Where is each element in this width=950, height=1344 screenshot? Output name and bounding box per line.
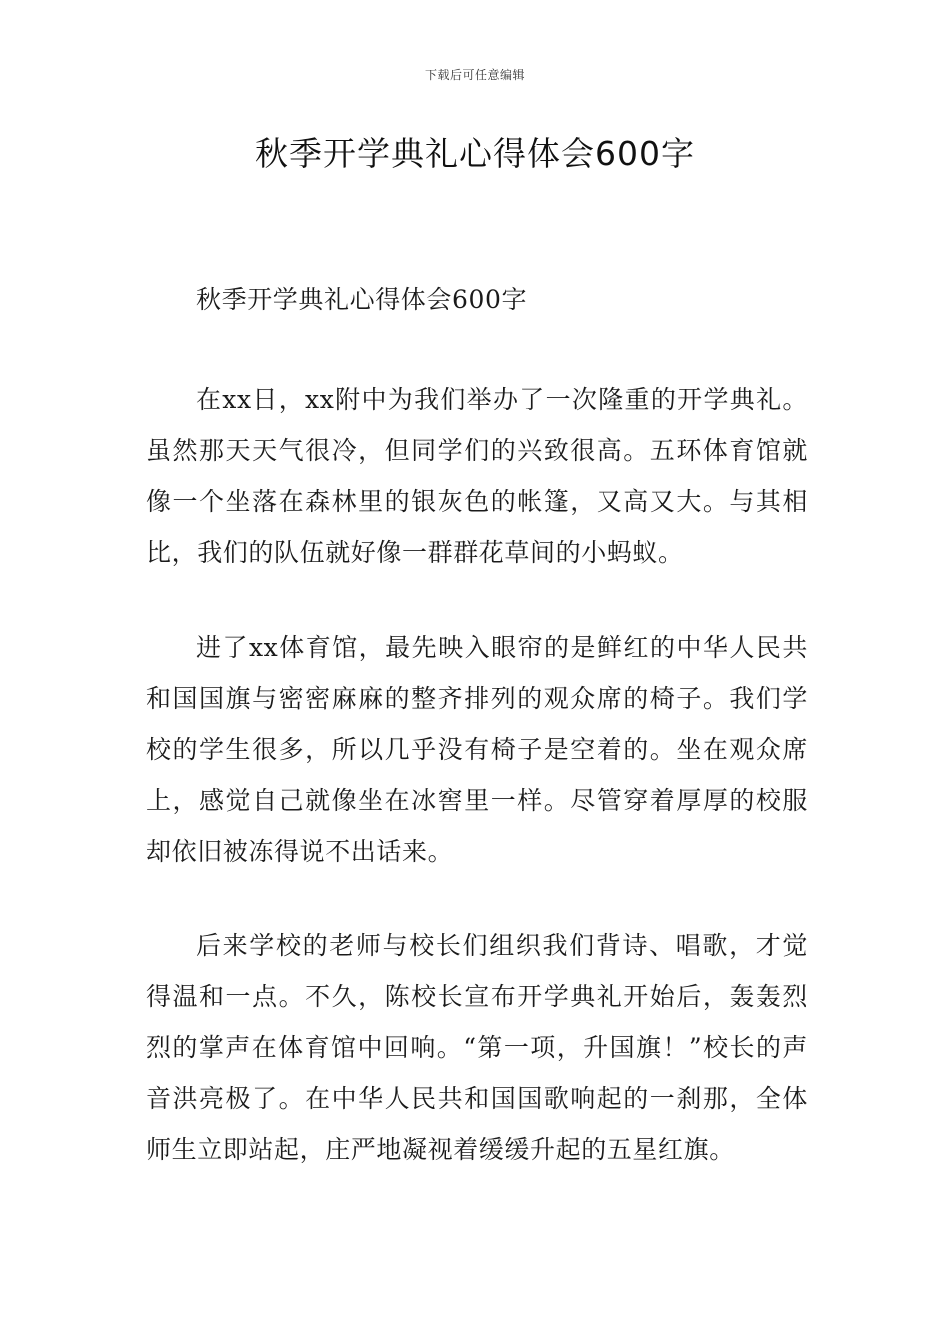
paragraph-1: 在xx日，xx附中为我们举办了一次隆重的开学典礼。虽然那天天气很冷，但同学们的兴致很高。五环体育馆就像一个坐落在森林里的银灰色的帐篷，又高又大。与其相比，我们的队伍就好像一群群花草间的小蚂蚁。 <box>146 385 808 567</box>
document-subtitle: 秋季开学典礼心得体会600字 <box>196 285 528 314</box>
header-note: 下载后可任意编辑 <box>424 68 525 82</box>
paragraph-2: 进了xx体育馆，最先映入眼帘的是鲜红的中华人民共和国国旗与密密麻麻的整齐排列的观众席的椅子。我们学校的学生很多，所以几乎没有椅子是空着的。坐在观众席上，感觉自己就像坐在冰窖里一样。尽管穿着厚厚的校服却依旧被冻得说不出话来。 <box>146 633 808 866</box>
paragraph-3: 后来学校的老师与校长们组织我们背诗、唱歌，才觉得温和一点。不久，陈校长宣布开学典礼开始后，轰轰烈烈的掌声在体育馆中回响。“第一项，升国旗！”校长的声音洪亮极了。在中华人民共和国国歌响起的一刹那，全体师生立即站起，庄严地凝视着缓缓升起的五星红旗。 <box>146 931 808 1164</box>
document-title: 秋季开学典礼心得体会600字 <box>255 134 695 173</box>
